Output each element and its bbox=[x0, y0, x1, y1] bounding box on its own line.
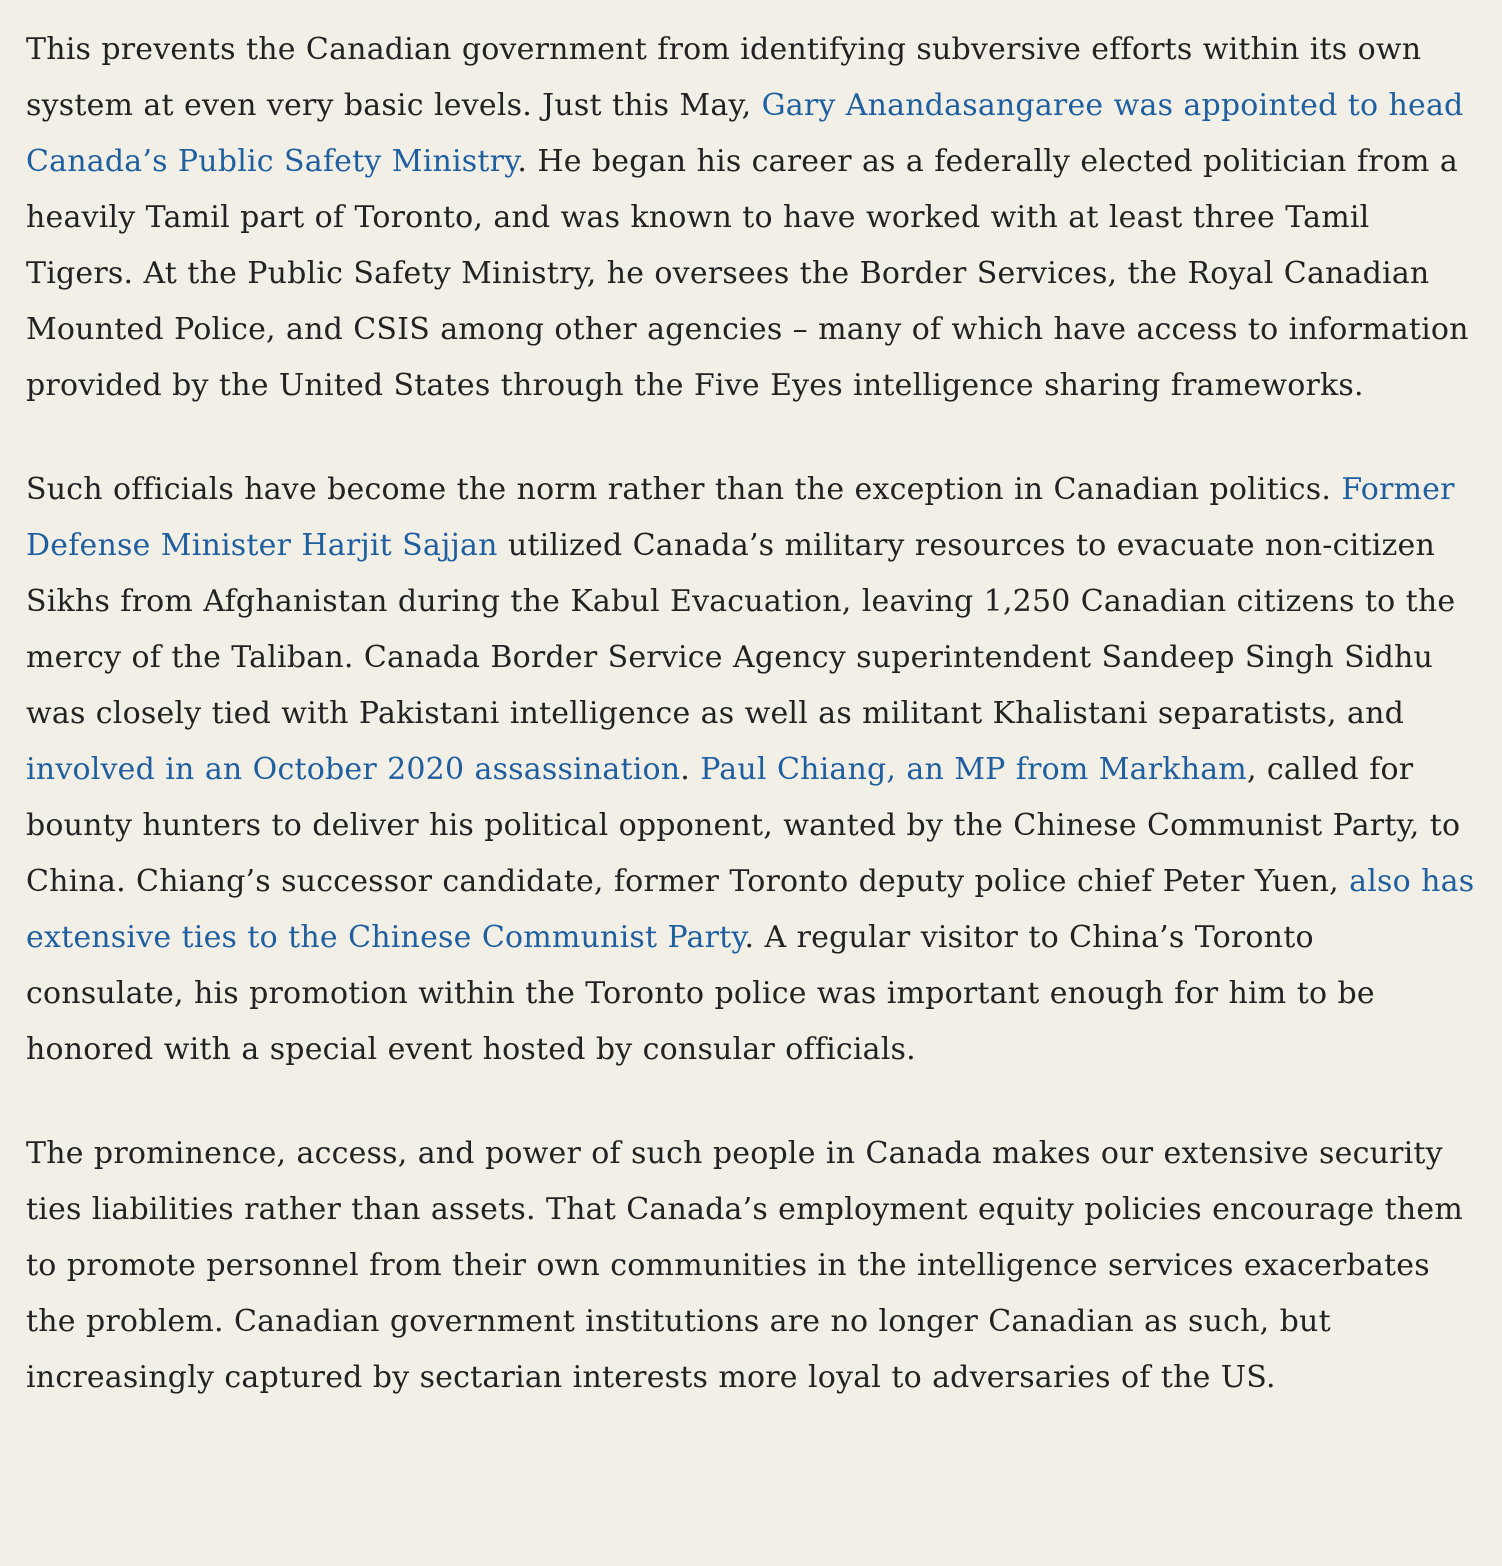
paragraph-2 bbox=[26, 462, 1476, 1078]
paragraph-2-text-3: . bbox=[680, 752, 701, 787]
link-ccp-ties[interactable]: also has extensive ties to the Chinese Communist Party bbox=[26, 864, 1475, 955]
link-paul-chiang[interactable]: Paul Chiang, an MP from Markham bbox=[700, 752, 1247, 787]
paragraph-2-text-4: , called for bounty hunters to deliver his political opponent, wanted by the Chinese Communist Party, to China. Chiang’s successor candidate, former Toronto deputy police chief Peter Yuen, bbox=[26, 752, 1461, 899]
paragraph-2-text-2: utilized Canada’s military resources to evacuate non-citizen Sikhs from Afghanistan during the Kabul Evacuation, leaving 1,250 Canadian citizens to the mercy of the Taliban. Canada Border Service Agency superintendent Sandeep Singh Sidhu was closely tied with Pakistani intelligence as well as militant Khalistani separatists, and bbox=[26, 528, 1456, 731]
paragraph-1-text-2: . He began his career as a federally elected politician from a heavily Tamil part of Toronto, and was known to have worked with at least three Tamil Tigers. At the Public Safety Ministry, he oversees the Border Services, the Royal Canadian Mounted Police, and CSIS among other agencies – many of which have access to information provided by the United States through the Five Eyes intelligence sharing frameworks. bbox=[26, 144, 1469, 403]
paragraph-3-text-1: The prominence, access, and power of such people in Canada makes our extensive security ties liabilities rather than assets. That Canada’s employment equity policies encourage them to promote personnel from their own communities in the intelligence services exacerbates the problem. Canadian government institutions are no longer Canadian as such, but increasingly captured by sectarian interests more loyal to adversaries of the US. bbox=[26, 1136, 1463, 1395]
link-harjit-sajjan[interactable]: Former Defense Minister Harjit Sajjan bbox=[26, 472, 1455, 563]
link-gary-anandasangaree[interactable]: Gary Anandasangaree was appointed to head Canada’s Public Safety Ministry bbox=[26, 88, 1464, 179]
paragraph-3 bbox=[26, 1126, 1476, 1406]
paragraph-2-text-1: Such officials have become the norm rather than the exception in Canadian politics. bbox=[26, 472, 1342, 507]
paragraph-1 bbox=[26, 22, 1476, 414]
link-october-2020-assassination[interactable]: involved in an October 2020 assassination bbox=[26, 752, 681, 787]
paragraph-2-text-5: . A regular visitor to China’s Toronto consulate, his promotion within the Toronto police was important enough for him to be honored with a special event hosted by consular officials. bbox=[26, 920, 1375, 1067]
paragraph-1-text-1: This prevents the Canadian government from identifying subversive efforts within its own system at even very basic levels. Just this May, bbox=[26, 32, 1422, 123]
